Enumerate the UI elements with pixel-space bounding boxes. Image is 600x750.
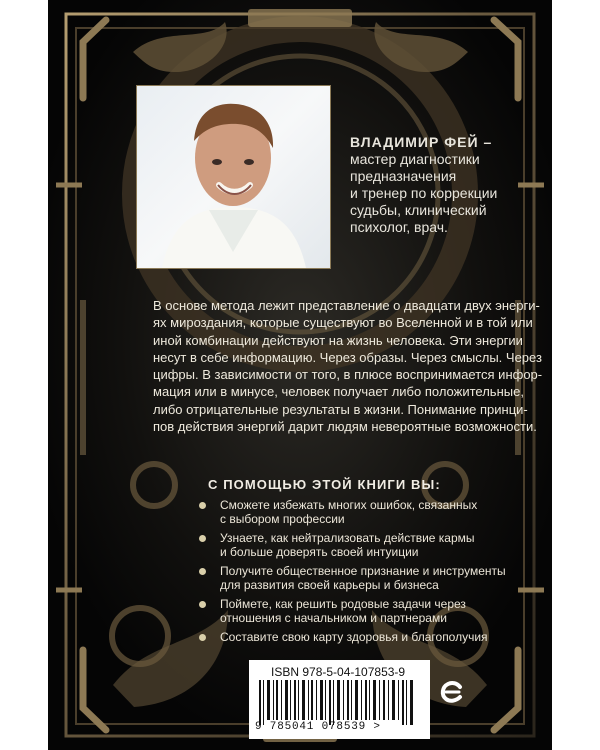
- author-photo: [136, 85, 331, 269]
- book-description: [153, 297, 546, 435]
- benefits-list: [198, 498, 528, 649]
- bullet-icon: [199, 601, 206, 608]
- description-line: пов действия энергий дарит людям невероятные возможности.: [153, 419, 537, 435]
- author-description-line: психолог, врач.: [350, 219, 448, 235]
- author-description-line: мастер диагностики: [350, 151, 480, 167]
- benefit-item: [198, 630, 528, 644]
- barcode-number: 9 785041 078539 >: [255, 721, 381, 733]
- description-line: ях мироздания, которые существуют во Вселенной и в той или: [153, 315, 533, 331]
- benefit-line: отношения с начальником и партнерами: [220, 611, 447, 625]
- benefit-line: Получите общественное признание и инструменты: [220, 564, 506, 578]
- benefit-line: Сможете избежать многих ошибок, связанных: [220, 498, 478, 512]
- benefit-line: и больше доверять своей интуиции: [220, 545, 419, 559]
- bullet-icon: [199, 535, 206, 542]
- description-line: мация или в минусе, человек получает либо положительные,: [153, 384, 524, 400]
- bullet-icon: [199, 634, 206, 641]
- author-caption: [350, 134, 550, 236]
- author-description-line: судьбы, клинический: [350, 202, 487, 218]
- barcode-label: [249, 660, 430, 739]
- description-line: либо отрицательные результаты в жизни. Понимание принци-: [153, 401, 528, 417]
- publisher-logo-icon: [438, 680, 466, 704]
- description-line: цифры. В зависимости от того, в плюсе воспринимается инфор-: [153, 367, 543, 383]
- isbn-text: ISBN 978-5-04-107853-9: [271, 665, 406, 679]
- author-photo-illustration: [137, 86, 330, 268]
- benefit-line: Поймете, как решить родовые задачи через: [220, 597, 466, 611]
- benefit-item: [198, 597, 528, 625]
- benefit-item: [198, 531, 528, 559]
- bullet-icon: [199, 568, 206, 575]
- author-description-line: предназначения: [350, 168, 457, 184]
- description-line: несут в себе информацию. Через образы. Через смыслы. Через: [153, 349, 542, 365]
- author-description-line: и тренер по коррекции: [350, 185, 498, 201]
- benefit-item: [198, 498, 528, 526]
- benefit-line: Узнаете, как нейтрализовать действие кармы: [220, 531, 475, 545]
- benefit-line: Составите свою карту здоровья и благополучия: [220, 630, 488, 644]
- description-line: иной комбинации действуют на жизнь человека. Эти энергии: [153, 332, 523, 348]
- benefit-line: с выбором профессии: [220, 512, 345, 526]
- description-line: В основе метода лежит представление о двадцати двух энерги-: [153, 298, 540, 313]
- author-name: ВЛАДИМИР ФЕЙ –: [350, 134, 493, 150]
- book-back-cover: [48, 0, 552, 750]
- barcode: [259, 680, 419, 725]
- benefits-heading: С ПОМОЩЬЮ ЭТОЙ КНИГИ ВЫ:: [208, 477, 441, 492]
- bullet-icon: [199, 502, 206, 509]
- benefit-line: для развития своей карьеры и бизнеса: [220, 578, 439, 592]
- benefit-item: [198, 564, 528, 592]
